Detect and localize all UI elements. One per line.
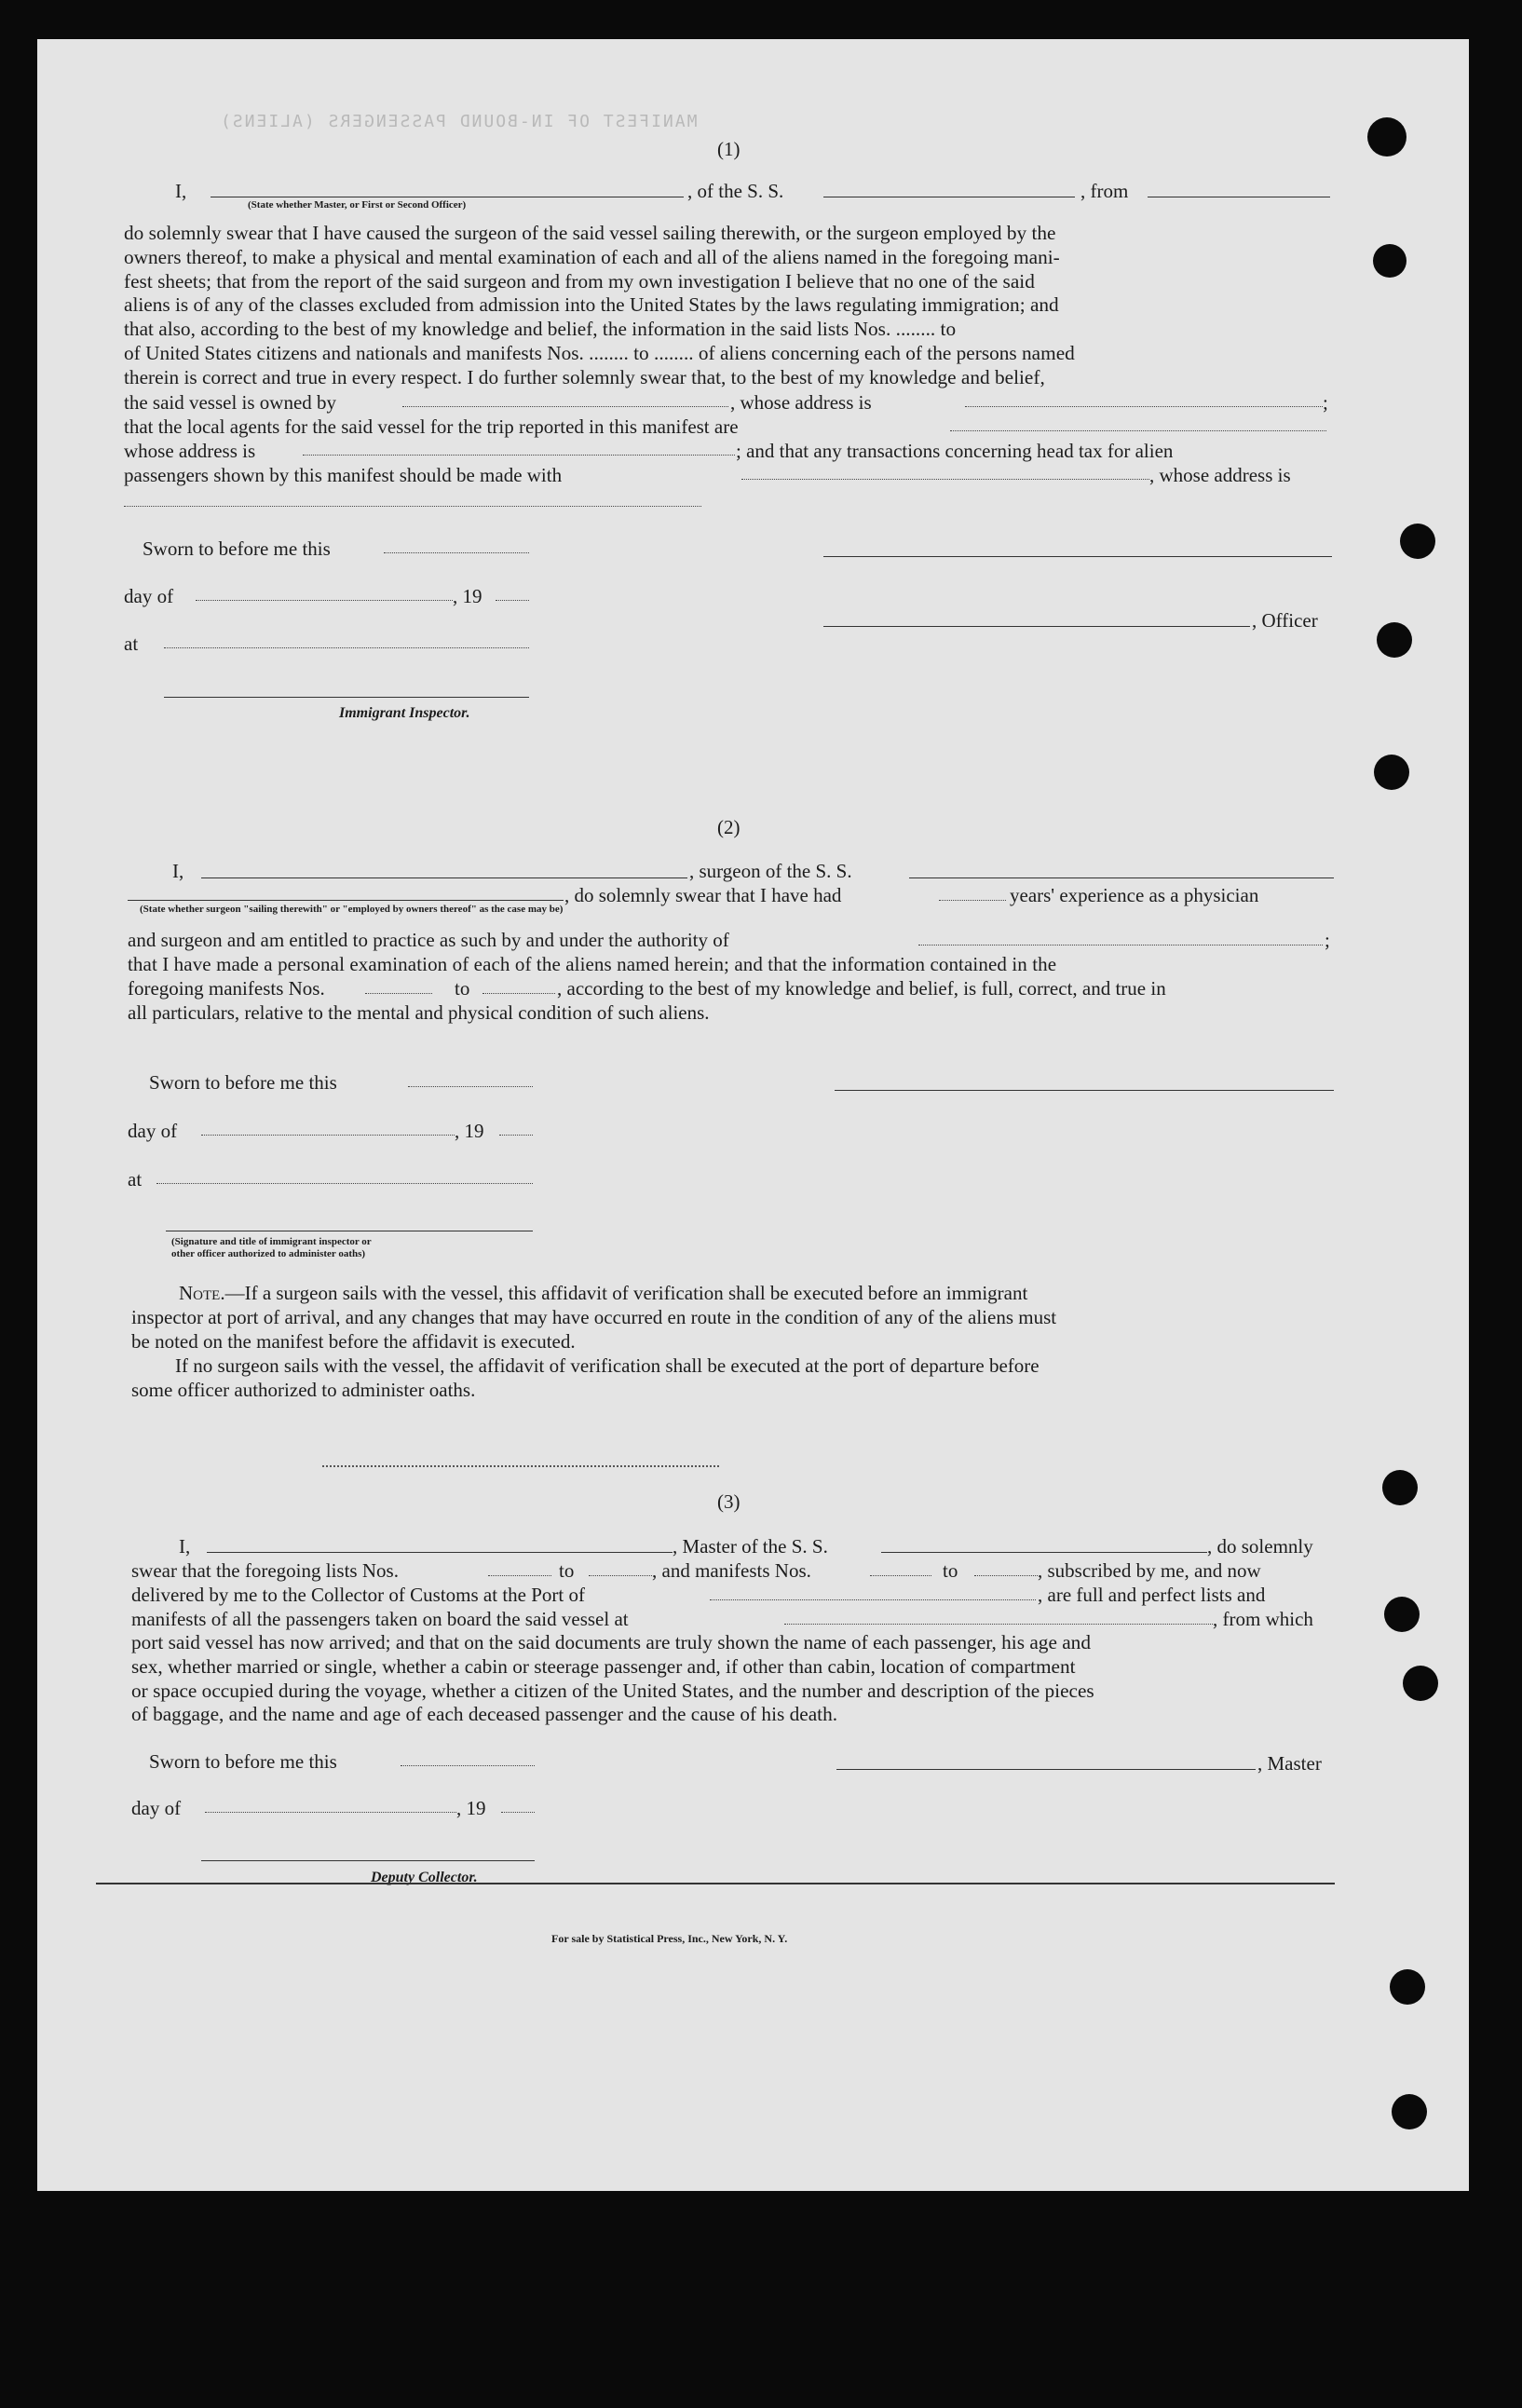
do-solemnly-label: , do solemnly	[1207, 1535, 1313, 1558]
agents-address-label: whose address is	[124, 440, 256, 462]
paragraph-line: port said vessel has now arrived; and that on the said documents are truly shown the name of each passenger, his age and	[131, 1631, 1091, 1653]
year-label: , 19	[455, 1120, 484, 1142]
surgeon-status-caption: (State whether surgeon "sailing therewith" or "employed by owners thereof" as the case may be)	[140, 904, 564, 915]
paragraph-line: that also, according to the best of my knowledge and belief, the information in the said lists Nos. ........ to	[124, 318, 957, 341]
section-2-line-2: that I have made a personal examination of each of the aliens named herein; and that the information contained in the	[128, 953, 1057, 975]
section-2-line-3a: foregoing manifests Nos.	[128, 977, 325, 1000]
day-of-label: day of	[128, 1120, 178, 1142]
note-line-2: inspector at port of arrival, and any changes that may have occurred en route in the condition of any of the aliens must	[131, 1306, 1057, 1328]
section-separator	[322, 1465, 719, 1467]
swear-text: , do solemnly swear that I have had	[564, 884, 842, 906]
entitled-text: and surgeon and am entitled to practice as such by and under the authority of	[128, 929, 729, 951]
signature-caption-line-1: (Signature and title of immigrant inspector or	[171, 1236, 372, 1247]
from-label: , from	[1080, 180, 1129, 202]
surgeon-signature-field	[835, 1090, 1334, 1091]
local-agents-field	[950, 430, 1326, 431]
officer-title-field	[823, 626, 1250, 627]
sworn-day-field	[384, 552, 529, 553]
agents-address-field	[303, 455, 735, 456]
note-line-1	[179, 1281, 1027, 1305]
surgeon-vessel-field	[909, 877, 1334, 878]
punch-hole	[1390, 1969, 1425, 2005]
day-of-label: day of	[131, 1797, 182, 1819]
punch-hole	[1400, 524, 1435, 559]
year-label: , 19	[456, 1797, 486, 1819]
whose-address-label: , whose address is	[730, 391, 872, 414]
section-3-line-2a: swear that the foregoing lists Nos.	[131, 1559, 399, 1582]
note-heading: Note.	[179, 1282, 225, 1304]
section-3-line-2d: to	[943, 1559, 958, 1582]
sworn-day-field	[401, 1765, 535, 1766]
master-label: , Master	[1257, 1752, 1322, 1775]
punch-hole	[1392, 2094, 1427, 2129]
deputy-caption: Deputy Collector.	[371, 1870, 478, 1885]
section-3-line-2b: to	[559, 1559, 575, 1582]
lists-from-field	[488, 1575, 551, 1576]
footer-rule	[96, 1883, 1335, 1884]
surgeon-of-label: , surgeon of the S. S.	[689, 860, 852, 882]
manifest-from-field	[365, 993, 432, 994]
year-label: , 19	[453, 585, 482, 607]
signature-caption-line-2: other officer authorized to administer oaths)	[171, 1248, 366, 1259]
punch-hole	[1384, 1597, 1420, 1632]
section-2-line-3c: , according to the best of my knowledge and belief, is full, correct, and true in	[557, 977, 1166, 1000]
day-of-field	[205, 1812, 456, 1813]
paragraph-line: of baggage, and the name and age of each deceased passenger and the cause of his death.	[131, 1703, 838, 1726]
head-tax-address-field	[124, 506, 701, 507]
year-field	[496, 600, 529, 601]
paragraph-line: therein is correct and true in every respect. I do further solemnly swear that, to the best of my knowledge and belief,	[124, 365, 1045, 388]
departure-port-field	[784, 1624, 1213, 1625]
paragraph-line: or space occupied during the voyage, whether a citizen of the United States, and the number and description of the pieces	[131, 1679, 1094, 1702]
sworn-label: Sworn to before me this	[149, 1071, 337, 1094]
printer-credit: For sale by Statistical Press, Inc., New York, N. Y.	[551, 1932, 788, 1945]
manifests-from-field	[870, 1575, 931, 1576]
section-2-line-3b: to	[455, 977, 470, 1000]
passengers-label: passengers shown by this manifest should be made with	[124, 464, 563, 486]
section-2-i-label: I,	[172, 860, 184, 882]
at-label: at	[124, 633, 139, 655]
year-field	[501, 1812, 535, 1813]
day-of-field	[201, 1135, 455, 1136]
at-label: at	[128, 1168, 143, 1190]
owned-by-label: the said vessel is owned by	[124, 391, 337, 414]
inspector-signature-field	[164, 697, 529, 698]
at-field	[156, 1183, 533, 1184]
owner-address-field	[965, 406, 1323, 407]
day-of-field	[196, 600, 453, 601]
punch-hole	[1373, 244, 1406, 278]
manifest-to-field	[482, 993, 555, 994]
paragraph-line: owners thereof, to make a physical and mental examination of each and all of the aliens named in the foregoing mani-	[124, 245, 1060, 268]
section-1-i-label: I,	[175, 180, 187, 202]
master-name-field	[207, 1552, 673, 1553]
section-1-number: (1)	[717, 138, 741, 160]
note-line-4: If no surgeon sails with the vessel, the affidavit of verification shall be executed at the port of departure before	[175, 1354, 1040, 1377]
punch-hole	[1403, 1666, 1438, 1701]
sworn-day-field	[408, 1086, 533, 1087]
of-ss-label: , of the S. S.	[687, 180, 784, 202]
head-tax-text: ; and that any transactions concerning head tax for alien	[736, 440, 1174, 462]
section-3-number: (3)	[717, 1490, 741, 1513]
years-field	[939, 900, 1006, 901]
head-tax-party-field	[741, 479, 1149, 480]
bleed-through-text: MANIFEST OF IN-BOUND PASSENGERS (ALIENS)	[219, 112, 698, 131]
years-text: years' experience as a physician	[1010, 884, 1259, 906]
section-3-i-label: I,	[179, 1535, 191, 1558]
section-1-paragraph	[124, 222, 1331, 390]
section-3-paragraph	[131, 1631, 1337, 1727]
section-3-line-3b: , are full and perfect lists and	[1038, 1584, 1266, 1606]
paragraph-line: sex, whether married or single, whether a cabin or steerage passenger and, if other than cabin, location of compartment	[131, 1654, 1076, 1678]
section-2-number: (2)	[717, 816, 741, 838]
punch-hole	[1382, 1470, 1418, 1505]
punch-hole	[1374, 755, 1409, 790]
local-agents-label: that the local agents for the said vessel for the trip reported in this manifest are	[124, 415, 739, 438]
port-field	[710, 1599, 1036, 1600]
section-3-line-4b: , from which	[1213, 1608, 1313, 1630]
paragraph-line: fest sheets; that from the report of the said surgeon and from my own investigation I believe that no one of the said	[124, 269, 1035, 292]
sworn-label: Sworn to before me this	[143, 537, 331, 560]
paragraph-line: do solemnly swear that I have caused the surgeon of the said vessel sailing therewith, or the surgeon employed by the	[124, 222, 1056, 244]
paragraph-line: aliens is of any of the classes excluded from admission into the United States by the laws regulating immigration; and	[124, 293, 1059, 317]
officer-label: , Officer	[1252, 609, 1318, 632]
year-field	[499, 1135, 533, 1136]
punch-hole	[1367, 117, 1406, 156]
manifests-to-field	[974, 1575, 1038, 1576]
officer-signature-field	[823, 556, 1332, 557]
authority-field	[918, 945, 1323, 946]
section-3-line-3a: delivered by me to the Collector of Customs at the Port of	[131, 1584, 585, 1606]
semicolon: ;	[1325, 929, 1330, 951]
paragraph-line: of United States citizens and nationals and manifests Nos. ........ to ........ of aliens concerning each of the persons named	[124, 341, 1075, 364]
note-line-3: be noted on the manifest before the affidavit is executed.	[131, 1330, 576, 1353]
section-3-line-2c: , and manifests Nos.	[652, 1559, 811, 1582]
section-2-line-4: all particulars, relative to the mental and physical condition of such aliens.	[128, 1001, 710, 1024]
sworn-label: Sworn to before me this	[149, 1750, 337, 1773]
at-field	[164, 647, 529, 648]
deputy-signature-field	[201, 1860, 535, 1861]
owner-field	[402, 406, 728, 407]
surgeon-status-field	[128, 900, 564, 901]
day-of-label: day of	[124, 585, 174, 607]
officer-rank-caption: (State whether Master, or First or Second Officer)	[248, 199, 467, 211]
inspector-caption: Immigrant Inspector.	[339, 705, 470, 721]
master-signature-field	[836, 1769, 1256, 1770]
punch-hole	[1377, 622, 1412, 658]
whose-address-end-label: , whose address is	[1149, 464, 1291, 486]
section-3-line-4a: manifests of all the passengers taken on board the said vessel at	[131, 1608, 629, 1630]
section-3-line-2e: , subscribed by me, and now	[1038, 1559, 1261, 1582]
note-text: —If a surgeon sails with the vessel, this affidavit of verification shall be executed before an immigrant	[224, 1282, 1028, 1304]
lists-to-field	[589, 1575, 652, 1576]
master-vessel-field	[881, 1552, 1207, 1553]
semicolon: ;	[1323, 391, 1328, 414]
note-line-5: some officer authorized to administer oaths.	[131, 1379, 476, 1401]
surgeon-name-field	[201, 877, 687, 878]
master-of-label: , Master of the S. S.	[673, 1535, 828, 1558]
